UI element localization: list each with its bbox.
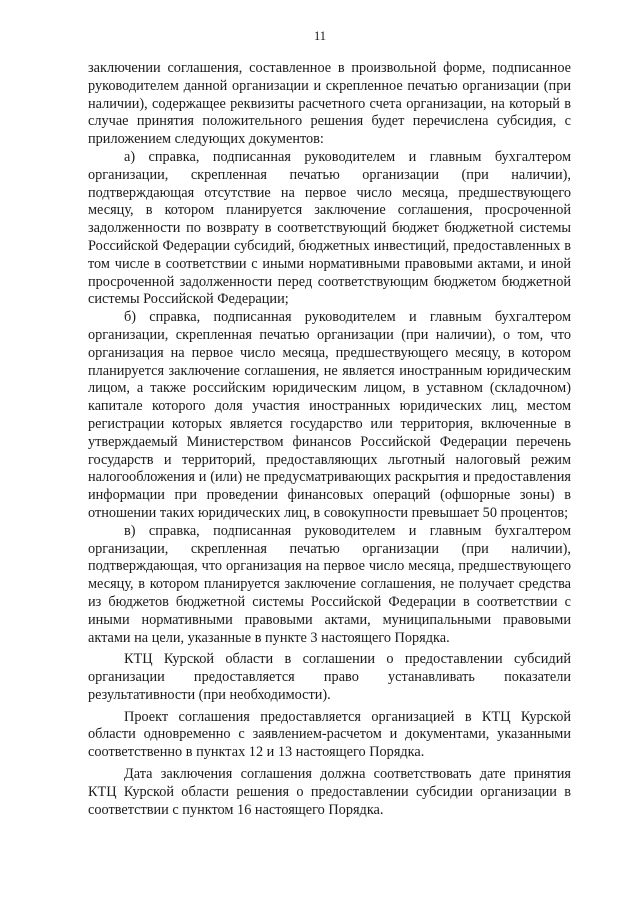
paragraph-performance-indicators: КТЦ Курской области в соглашении о предоставлении субсидий организации предоставляется право устанавливать показатели результативности (при необходимости). — [88, 651, 571, 703]
paragraph-agreement-date: Дата заключения соглашения должна соответствовать дате принятия КТЦ Курской области решения о предоставлении субсидии организации в соответствии с пунктом 16 настоящего Порядка. — [88, 766, 571, 818]
document-body — [88, 60, 571, 819]
paragraph-item-v: в) справка, подписанная руководителем и главным бухгалтером организации, скрепленная печатью организации (при наличии), подтверждающая, что организация на первое число месяца, предшествующего месяцу, в котором планируется заключение соглашения, не получает средства из бюджетов бюджетной системы Российской Федерации в соответствии с иными нормативными правовыми актами, муниципальными правовыми актами на цели, указанные в пункте 3 настоящего Порядка. — [88, 522, 571, 646]
paragraph-item-a: а) справка, подписанная руководителем и главным бухгалтером организации, скрепленная печатью организации (при наличии), подтверждающая отсутствие на первое число месяца, предшествующего месяцу, в котором планируется заключение соглашения, просроченной задолженности по возврату в соответствующий бюджет бюджетной системы Российской Федерации субсидий, бюджетных инвестиций, предоставленных в том числе в соответствии с иными нормативными правовыми актами, и иной просроченной задолженности перед соответствующим бюджетом бюджетной системы Российской Федерации; — [88, 148, 571, 308]
paragraph-continuation: заключении соглашения, составленное в произвольной форме, подписанное руководителем данной организации и скрепленное печатью организации (при наличии), содержащее реквизиты расчетного счета организации, на который в случае принятия положительного решения будет перечислена субсидия, с приложением следующих документов: — [88, 60, 571, 148]
paragraph-draft-agreement: Проект соглашения предоставляется организацией в КТЦ Курской области одновременно с заявлением-расчетом и документами, указанными соответственно в пунктах 12 и 13 настоящего Порядка. — [88, 708, 571, 761]
paragraph-item-b: б) справка, подписанная руководителем и главным бухгалтером организации, скрепленная печатью организации (при наличии), о том, что организация на первое число месяца, предшествующего месяцу, в котором планируется заключение соглашения, не является иностранным юридическим лицом, а также российским юридическим лицом, в уставном (складочном) капитале которого доля участия иностранных юридических лиц, местом регистрации которых является государство или территория, включенные в утверждаемый Министерством финансов Российской Федерации перечень государств и территорий, предоставляющих льготный налоговый режим налогообложения и (или) не предусматривающих раскрытия и предоставления информации при проведении финансовых операций (офшорные зоны) в отношении таких юридических лиц, в совокупности превышает 50 процентов; — [88, 309, 571, 521]
page-number: 11 — [313, 29, 327, 43]
